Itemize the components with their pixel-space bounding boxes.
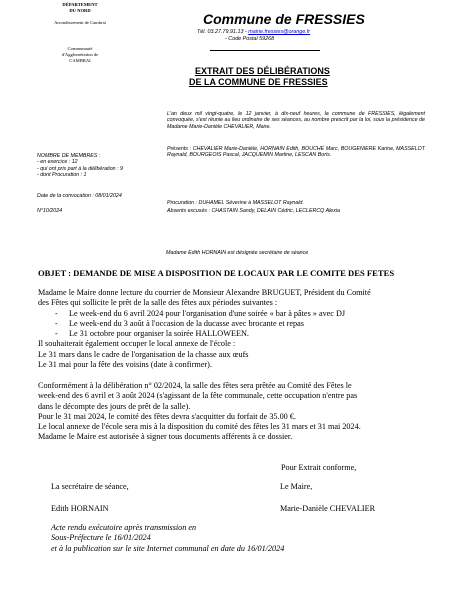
annex-line: Il souhaiterait également occuper le local annexe de l'école : [38,339,236,349]
communaute-line-1: Communauté [67,46,93,51]
procuration: Procuration : DUHAMEL Séverine à MASSELOT Raynald. [167,200,304,206]
secretary-name: Edith HORNAIN [51,504,109,513]
intro-paragraph: L'an deux mil vingt-quatre, le 12 janvier, à dix-neuf heures, la commune de FRESSIES, légalement convoquée, s'est réunie au lieu ordinaire de ses séances, au nombre prescrit par la loi, sous la présidence de Madame Marie-Danièle CHEVALIER, Maire. [167,111,425,130]
communaute-line-2: d'Agglomération de [61,52,99,57]
arrondissement: Arrondissement de Cambrai [54,20,106,25]
period-item: - Le 31 octobre pour organiser la soirée HALLOWEEN. [38,329,438,339]
commune-email[interactable]: mairie.fressies@orange.fr [248,29,311,35]
decision-line: week-end des 6 avril et 3 août 2024 (s'agissant de la fête communale, cette occupation n'entre pas [38,391,358,401]
header-rule [210,50,320,51]
annex-line: Le 31 mai pour la fête des voisins (date à confirmer). [38,360,212,370]
commune-contact: Tél. 03.27.79.91.13 - mairie.fressies@orange.fr [197,29,311,35]
members-title: NOMBRE DE MEMBRES : [37,153,101,159]
department-line-1: DÉPARTEMENT [62,2,98,7]
footer-note [51,523,431,554]
secretary-note: Madame Edith HORNAIN est désignée secrétaire de séance [166,250,309,256]
decision-line: dans le décompte des jours de prêt de la salle). [38,401,191,411]
communaute-line-3: CAMBRAI [69,58,91,63]
doc-title [189,66,330,87]
annex-line: Le 31 mars dans le cadre de l'organisation de la chasse aux œufs [38,349,249,359]
extrait-conforme: Pour Extrait conforme, [281,463,357,472]
communaute-block [35,46,125,64]
mayor-name: Marie-Danièle CHEVALIER [280,504,376,513]
request-periods-list [38,309,438,340]
objet-heading: OBJET : DEMANDE DE MISE A DISPOSITION DE LOCAUX PAR LE COMITE DES FETES [38,268,395,278]
members-line: - en exercice : 12 [37,159,78,166]
department-line-2: DU NORD [69,8,91,13]
members-block [37,153,162,179]
period-item: - Le week-end du 6 avril 2024 pour l'organisation d'une soirée « bar à pâtes » avec DJ [38,309,438,319]
convocation-date: Date de la convocation : 08/01/2024 [37,193,122,199]
commune-tel: Tél. 03.27.79.91.13 [197,29,244,35]
request-paragraph [38,288,438,370]
period-item: - Le week-end du 3 août à l'occasion de la ducasse avec brocante et repas [38,319,438,329]
commune-postal: Code Postal 59268 [228,36,275,42]
mayor-role: Le Maire, [280,482,313,491]
footer-line: et à la publication sur le site Internet communal en date du 16/01/2024 [51,543,285,553]
decision-line: Le local annexe de l'école sera mis à la disposition du comité des fêtes les 31 mars et 31 mai 2024. [38,422,361,432]
decision-line: Conformément à la délibération n° 02/2024, la salle des fêtes sera prêtée au Comité des Fêtes le [38,381,352,390]
decision-line: Madame le Maire est autorisée à signer tous documents afférents à ce dossier. [38,432,293,442]
decision-paragraph [38,381,438,443]
footer-line: Acte rendu exécutoire après transmission en [51,523,197,532]
doc-title-line-1: EXTRAIT DES DÉLIBÉRATIONS [195,66,330,76]
absents: Absents excusés : CHASTAIN Sandy, DELAIN Cédric, LECLERCQ Alexia [167,208,340,214]
secretary-role: La secrétaire de séance, [51,482,129,491]
decision-line: Pour le 31 mai 2024, le comité des fêtes devra s'acquitter du forfait de 35.00 €. [38,411,296,421]
commune-title: Commune de FRESSIES [203,11,365,27]
members-line: - qui ont pris part à la délibération : 9 [37,165,123,172]
request-line: des Fêtes qui sollicite le prêt de la salle des fêtes aux périodes suivantes : [38,298,278,308]
request-line: Madame le Maire donne lecture du courrier de Monsieur Alexandre BRUGUET, Président du Comité [38,288,371,297]
members-line: - dont Procuration : 1 [37,172,87,179]
commune-postal-wrap: - Code Postal 59268 [225,36,275,42]
department-block [40,2,120,14]
doc-title-line-2: DE LA COMMUNE DE FRESSIES [189,76,328,87]
deliberation-number: N°10/2024 [37,208,63,214]
presents: Présents : CHEVALIER Marie-Danièle, HORNAIN Edith, BOUCHÉ Marc, BOUGENIERE Karine, MASSELOT Raynald, BOURGEOIS Pascal, JACQUEMIN Martine, LESCAN Boris. [167,146,425,159]
footer-line: Sous-Préfecture le 16/01/2024 [51,533,151,543]
